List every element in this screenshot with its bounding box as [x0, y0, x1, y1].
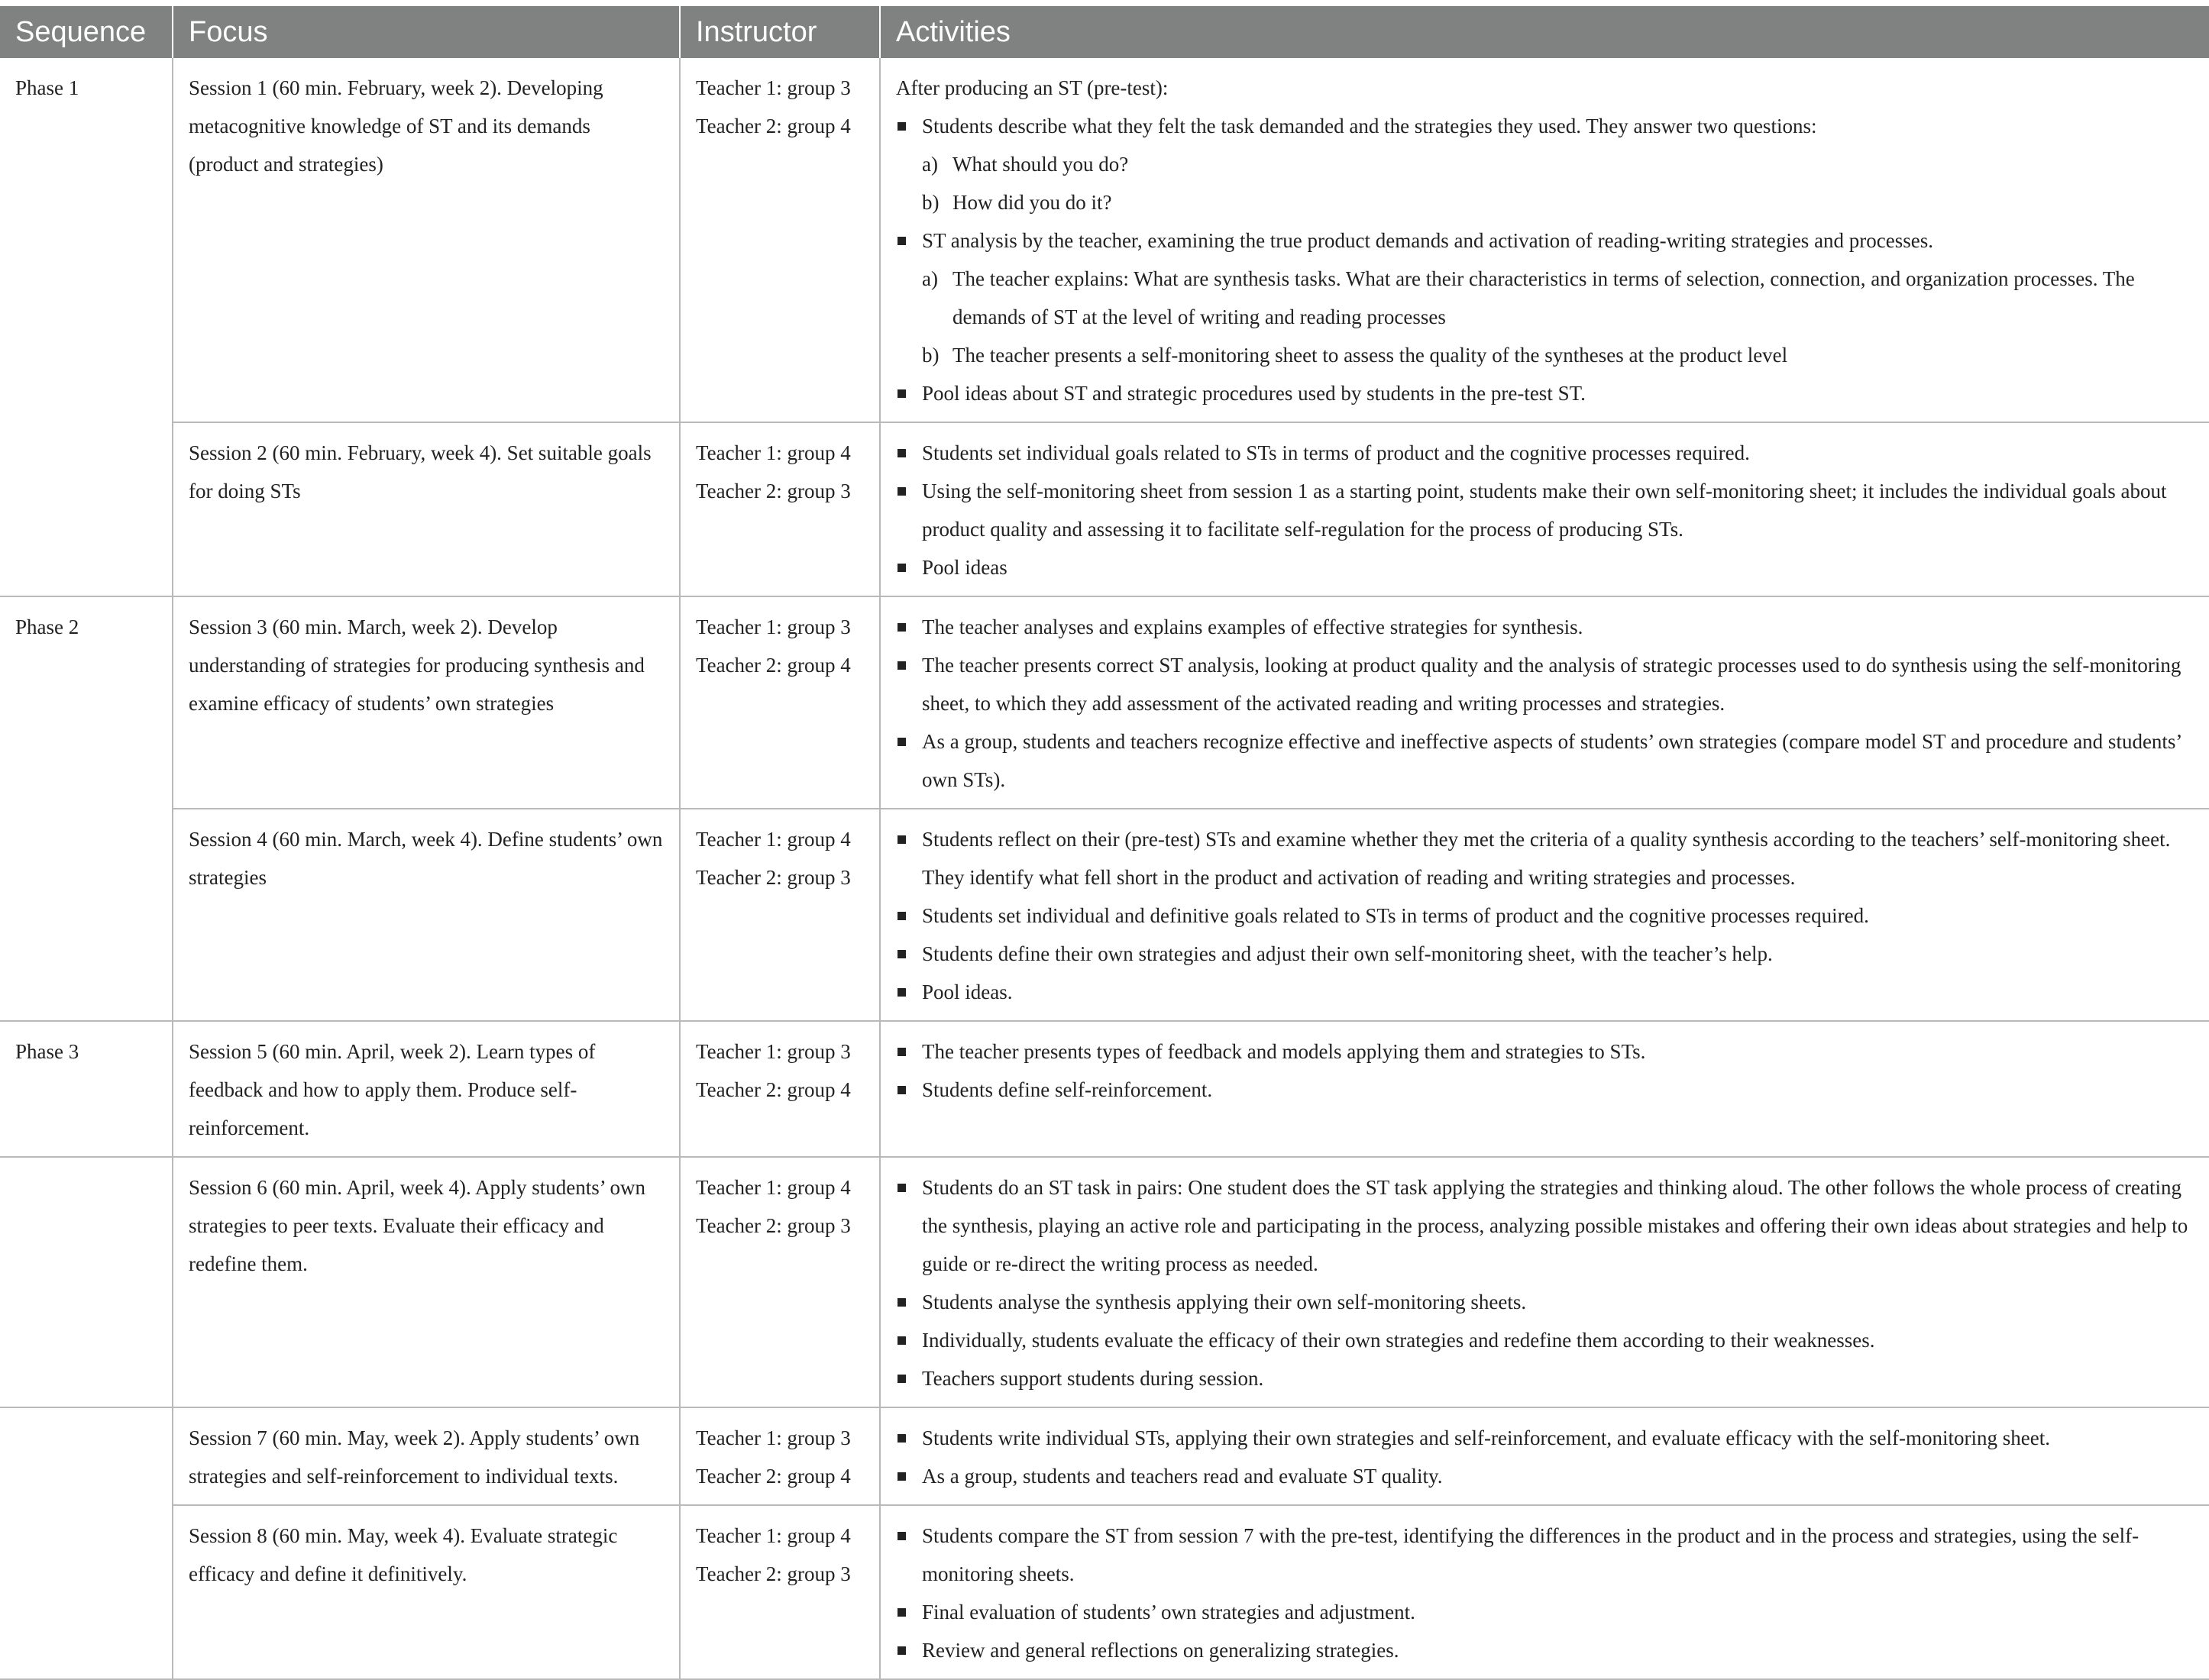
table-row	[0, 1407, 2209, 1505]
activity-item: Students analyse the synthesis applying their own self-monitoring sheets.	[896, 1283, 2194, 1321]
instructor-line: Teacher 2: group 4	[696, 1465, 851, 1488]
activity-list	[896, 608, 2194, 799]
activity-item: Students set individual and definitive goals related to STs in terms of product and the cognitive processes required.	[896, 897, 2194, 935]
table-body	[0, 58, 2209, 1679]
activity-intro: After producing an ST (pre-test):	[896, 76, 1169, 99]
subitem-letter: b)	[922, 191, 940, 214]
sequence-cell	[0, 1505, 173, 1679]
instructor-cell	[680, 1157, 880, 1407]
instructor-cell	[680, 1407, 880, 1505]
sessions-table	[0, 6, 2209, 1680]
activities-cell	[880, 58, 2209, 422]
subitem-text: How did you do it?	[952, 191, 1112, 214]
activity-item: The teacher presents types of feedback and models applying them and strategies to STs.	[896, 1032, 2194, 1071]
focus-cell: Session 6 (60 min. April, week 4). Apply students’ own strategies to peer texts. Evaluate their efficacy and redefine them.	[173, 1157, 680, 1407]
instructor-line: Teacher 1: group 4	[696, 1176, 851, 1199]
activity-list	[896, 820, 2194, 1011]
instructor-cell	[680, 422, 880, 596]
header-sequence: Sequence	[0, 6, 173, 58]
activity-item: Review and general reflections on generalizing strategies.	[896, 1631, 2194, 1669]
table-row	[0, 1505, 2209, 1679]
instructor-line: Teacher 1: group 3	[696, 615, 851, 638]
table-row	[0, 809, 2209, 1021]
instructor-line: Teacher 2: group 4	[696, 654, 851, 677]
table-row	[0, 58, 2209, 422]
subitem-text: What should you do?	[952, 153, 1129, 176]
activity-sublist	[922, 260, 2194, 374]
activity-list	[896, 1517, 2194, 1669]
header-activities: Activities	[880, 6, 2209, 58]
instructor-cell	[680, 1021, 880, 1157]
instructor-line: Teacher 2: group 3	[696, 1214, 851, 1237]
activities-cell	[880, 1157, 2209, 1407]
activity-item: Students write individual STs, applying their own strategies and self-reinforcement, and evaluate efficacy with the self-monitoring sheet.	[896, 1419, 2194, 1457]
instructor-line: Teacher 1: group 3	[696, 1426, 851, 1449]
activity-item	[896, 107, 2194, 221]
activity-subitem	[922, 260, 2194, 336]
activity-item: Students reflect on their (pre-test) STs and examine whether they met the criteria of a quality synthesis according to the teachers’ self-monitoring sheet. They identify what fell short in the product and activation of reading and writing strategies and processes.	[896, 820, 2194, 897]
instructor-cell	[680, 58, 880, 422]
subitem-letter: a)	[922, 153, 938, 176]
instructor-line: Teacher 1: group 3	[696, 76, 851, 99]
instructor-line: Teacher 2: group 4	[696, 115, 851, 137]
table-row	[0, 1157, 2209, 1407]
subitem-letter: b)	[922, 344, 940, 367]
activities-cell	[880, 1505, 2209, 1679]
activity-item: As a group, students and teachers read and evaluate ST quality.	[896, 1457, 2194, 1495]
table-row	[0, 1021, 2209, 1157]
activities-cell	[880, 596, 2209, 809]
sequence-cell	[0, 1407, 173, 1505]
instructor-cell	[680, 596, 880, 809]
header-instructor: Instructor	[680, 6, 880, 58]
activity-item: Students compare the ST from session 7 with the pre-test, identifying the differences in the product and in the process and strategies, using the self-monitoring sheets.	[896, 1517, 2194, 1593]
activity-item: Pool ideas about ST and strategic procedures used by students in the pre-test ST.	[896, 374, 2194, 412]
table-container	[0, 6, 2209, 1680]
sequence-cell	[0, 809, 173, 1021]
instructor-line: Teacher 1: group 4	[696, 441, 851, 464]
instructor-line: Teacher 2: group 3	[696, 866, 851, 889]
instructor-cell	[680, 809, 880, 1021]
activity-item: Students define their own strategies and adjust their own self-monitoring sheet, with the teacher’s help.	[896, 935, 2194, 973]
sequence-cell: Phase 3	[0, 1021, 173, 1157]
subitem-text: The teacher presents a self-monitoring sheet to assess the quality of the syntheses at the product level	[952, 344, 1788, 367]
header-focus: Focus	[173, 6, 680, 58]
activity-list	[896, 434, 2194, 586]
focus-cell: Session 1 (60 min. February, week 2). Developing metacognitive knowledge of ST and its demands (product and strategies)	[173, 58, 680, 422]
activity-text: ST analysis by the teacher, examining the true product demands and activation of reading-writing strategies and processes.	[922, 229, 1934, 252]
focus-cell: Session 4 (60 min. March, week 4). Define students’ own strategies	[173, 809, 680, 1021]
table-row	[0, 422, 2209, 596]
instructor-line: Teacher 2: group 3	[696, 480, 851, 502]
instructor-line: Teacher 1: group 3	[696, 1040, 851, 1063]
sequence-cell	[0, 422, 173, 596]
activity-item: Pool ideas.	[896, 973, 2194, 1011]
instructor-line: Teacher 1: group 4	[696, 1524, 851, 1547]
activity-item: Students set individual goals related to STs in terms of product and the cognitive processes required.	[896, 434, 2194, 472]
activity-list	[896, 1168, 2194, 1397]
focus-cell: Session 5 (60 min. April, week 2). Learn types of feedback and how to apply them. Produce self-reinforcement.	[173, 1021, 680, 1157]
table-header	[0, 6, 2209, 58]
focus-cell: Session 3 (60 min. March, week 2). Develop understanding of strategies for producing synthesis and examine efficacy of students’ own strategies	[173, 596, 680, 809]
sequence-cell	[0, 1157, 173, 1407]
activity-item: Students define self-reinforcement.	[896, 1071, 2194, 1109]
activities-cell	[880, 809, 2209, 1021]
activity-list	[896, 1032, 2194, 1109]
activities-cell	[880, 1021, 2209, 1157]
activity-item: As a group, students and teachers recognize effective and ineffective aspects of students’ own strategies (compare model ST and procedure and students’ own STs).	[896, 722, 2194, 799]
activity-list	[896, 69, 2194, 412]
activity-subitem	[922, 183, 2194, 221]
activities-cell	[880, 1407, 2209, 1505]
activity-item: Individually, students evaluate the efficacy of their own strategies and redefine them according to their weaknesses.	[896, 1321, 2194, 1359]
sequence-cell: Phase 2	[0, 596, 173, 809]
focus-cell: Session 2 (60 min. February, week 4). Set suitable goals for doing STs	[173, 422, 680, 596]
activity-item: Final evaluation of students’ own strategies and adjustment.	[896, 1593, 2194, 1631]
activity-item: The teacher analyses and explains examples of effective strategies for synthesis.	[896, 608, 2194, 646]
activity-item: Teachers support students during session.	[896, 1359, 2194, 1397]
instructor-cell	[680, 1505, 880, 1679]
instructor-line: Teacher 1: group 4	[696, 828, 851, 851]
activities-cell	[880, 422, 2209, 596]
subitem-text: The teacher explains: What are synthesis tasks. What are their characteristics in terms of selection, connection, and organization processes. The demands of ST at the level of writing and reading processes	[952, 267, 2135, 328]
focus-cell: Session 7 (60 min. May, week 2). Apply students’ own strategies and self-reinforcement to individual texts.	[173, 1407, 680, 1505]
activity-list	[896, 1419, 2194, 1495]
activity-sublist	[922, 145, 2194, 221]
sequence-cell: Phase 1	[0, 58, 173, 422]
instructor-line: Teacher 2: group 4	[696, 1078, 851, 1101]
activity-subitem	[922, 145, 2194, 183]
activity-subitem	[922, 336, 2194, 374]
activity-item: The teacher presents correct ST analysis, looking at product quality and the analysis of strategic processes used to do synthesis using the self-monitoring sheet, to which they add assessment of the activated reading and writing processes and strategies.	[896, 646, 2194, 722]
activity-item: Pool ideas	[896, 548, 2194, 586]
table-row	[0, 596, 2209, 809]
activity-text: Students describe what they felt the task demanded and the strategies they used. They answer two questions:	[922, 115, 1817, 137]
activity-item	[896, 221, 2194, 374]
instructor-line: Teacher 2: group 3	[696, 1562, 851, 1585]
activity-item: Students do an ST task in pairs: One student does the ST task applying the strategies and thinking aloud. The other follows the whole process of creating the synthesis, playing an active role and participating in the process, analyzing possible mistakes and offering their own ideas about strategies and help to guide or re-direct the writing process as needed.	[896, 1168, 2194, 1283]
subitem-letter: a)	[922, 267, 938, 290]
header-row	[0, 6, 2209, 58]
activity-item: Using the self-monitoring sheet from session 1 as a starting point, students make their own self-monitoring sheet; it includes the individual goals about product quality and assessing it to facilitate self-regulation for the process of producing STs.	[896, 472, 2194, 548]
focus-cell: Session 8 (60 min. May, week 4). Evaluate strategic efficacy and define it definitively.	[173, 1505, 680, 1679]
